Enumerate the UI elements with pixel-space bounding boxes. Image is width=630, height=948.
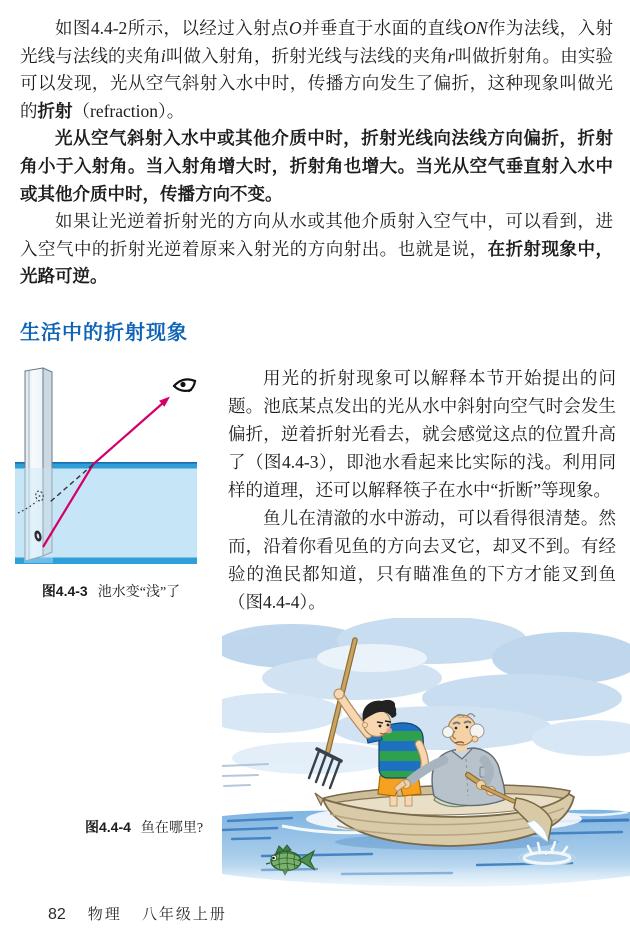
figure-4-4-4-caption — [85, 817, 203, 837]
figure-caption-text: 池水变“浅”了 — [97, 585, 181, 600]
paragraph-light-path-reversible: 如果让光逆着折射光的方向从水或其他介质射入空气中，可以看到，进入空气中的折射光逆着原来入射光的方向射出。也就是说，在折射现象中，光路可逆。 — [20, 211, 613, 287]
figure-4-4-4-illustration — [222, 618, 630, 910]
paragraph-spear-fish: 鱼儿在清澈的水中游动，可以看得很清楚。然而，沿着你看见鱼的方向去叉它，却叉不到。有经验的渔民都知道，只有瞄准鱼的下方才能叉到鱼（图4.4-4）。 — [228, 508, 616, 612]
life-text-block — [228, 364, 616, 616]
figure-caption-text: 鱼在哪里? — [140, 821, 204, 836]
figure-label: 图4.4-3 — [41, 583, 88, 599]
water-fade — [222, 866, 630, 900]
paragraph-refraction-law: 光从空气斜射入水中或其他介质中时，折射光线向法线方向偏折，折射角小于入射角。当入射角增大时，折射角也增大。当光从空气垂直射入水中或其他介质中时，传播方向不变。 — [20, 128, 613, 204]
white-hair — [470, 724, 484, 738]
boat-bow — [315, 793, 323, 805]
page-footer — [48, 903, 227, 924]
figure-label: 图4.4-4 — [85, 819, 131, 835]
paragraph-refraction-definition: 如图4.4-2所示，以经过入射点O并垂直于水面的直线ON作为法线，入射光线与法线的夹角i叫做入射角，折射光线与法线的夹角r叫做折射角。由实验可以发现，光从空气斜射入水中时，传播方向发生了偏折，这种现象叫做光的折射（refraction）。 — [20, 18, 614, 121]
footer-subject: 物理 — [87, 907, 122, 923]
figure-4-4-3-diagram — [10, 360, 212, 568]
intro-text-block — [20, 15, 613, 291]
footer-volume: 八年级上册 — [141, 907, 227, 923]
paragraph-pool-shallow: 用光的折射现象可以解释本节开始提出的问题。池底某点发出的光从水中斜射向空气时会发生偏折，逆着折射光看去，就会感觉这点的位置升高了（图4.4-3），即池水看起来比实际的浅。利用同样的道理，还可以解释筷子在水中“折断”等现象。 — [228, 368, 616, 500]
boy-hand — [334, 689, 344, 699]
eye-icon — [174, 379, 195, 391]
figure-4-4-3-caption — [10, 581, 212, 601]
page-number: 82 — [48, 906, 66, 923]
figure-4-4-4 — [222, 618, 630, 910]
figure-4-4-3 — [10, 360, 212, 601]
section-heading: 生活中的折射现象 — [20, 322, 188, 344]
